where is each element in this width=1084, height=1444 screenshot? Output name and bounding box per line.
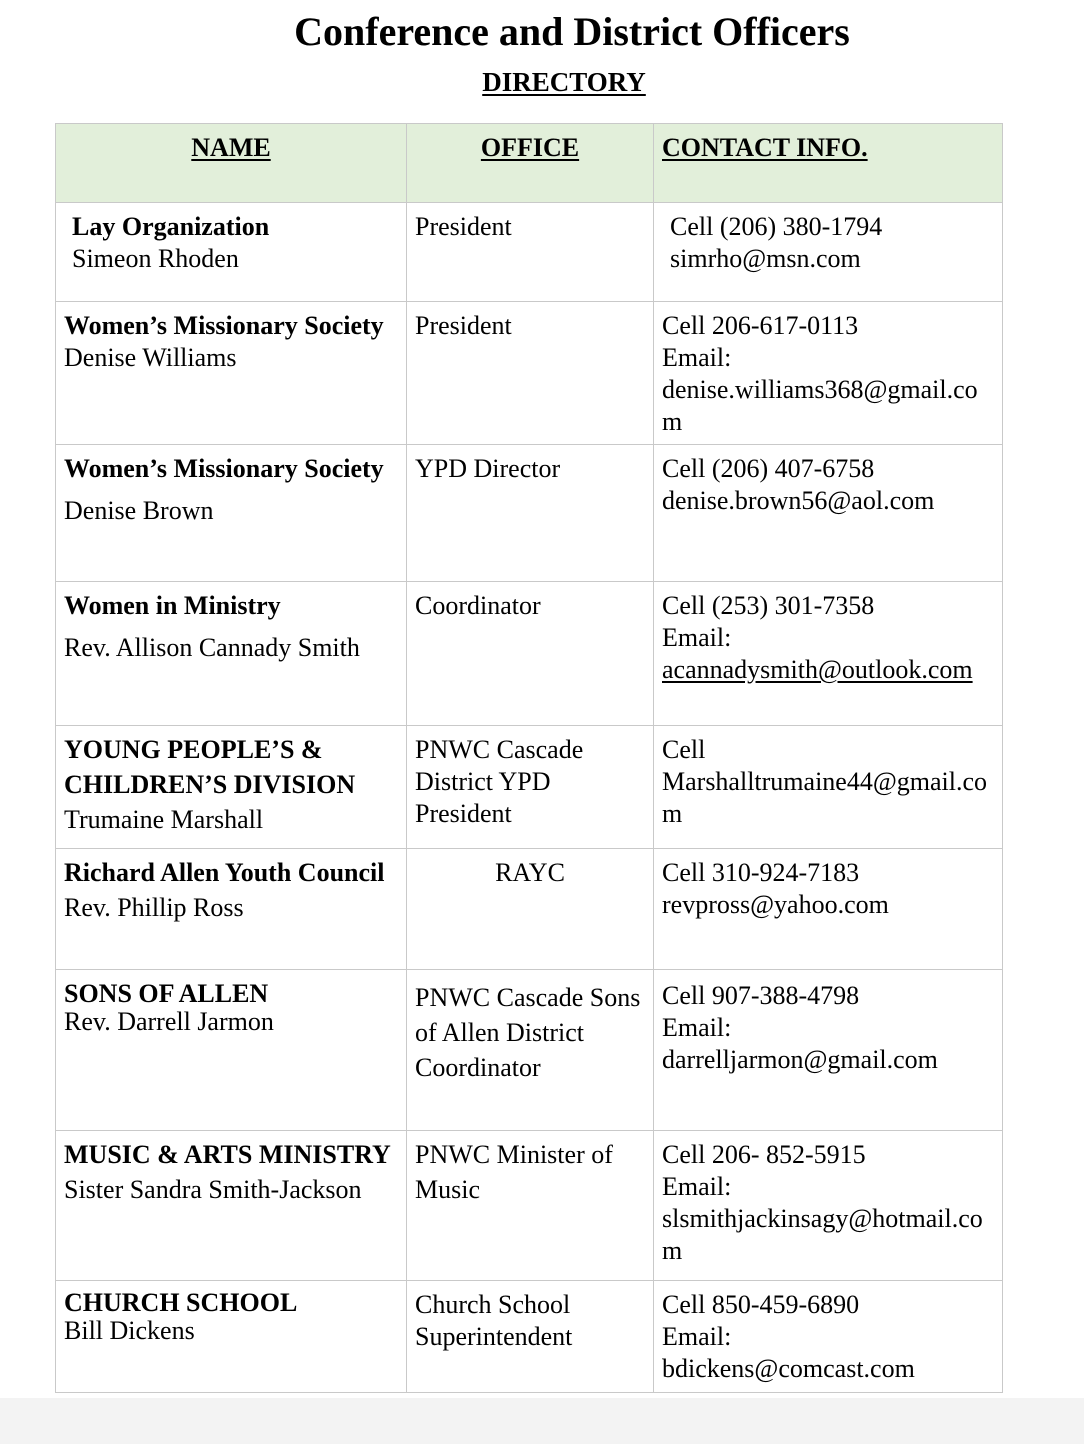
- contact-email-label: Email:: [662, 623, 732, 652]
- office-cell: [407, 849, 654, 970]
- contact-email-link[interactable]: acannadysmith@outlook.com: [662, 655, 973, 684]
- name-cell: [56, 445, 407, 582]
- person-name: Denise Brown: [64, 496, 214, 525]
- name-cell: [56, 1281, 407, 1393]
- office-cell: [407, 726, 654, 849]
- contact-email-label: Email:: [662, 1172, 732, 1201]
- office-text: Church School Superintendent: [415, 1290, 573, 1351]
- office-cell: [407, 203, 654, 302]
- table-row: [56, 1281, 1003, 1393]
- group-name: Women’s Missionary Society: [64, 454, 384, 483]
- office-text: PNWC Minister of Music: [415, 1140, 613, 1204]
- contact-cell: [654, 970, 1003, 1131]
- contact-cell: [654, 203, 1003, 302]
- office-text: PNWC Cascade District YPD President: [415, 735, 584, 828]
- contact-cell: [654, 445, 1003, 582]
- contact-phone: Cell: [662, 735, 706, 764]
- office-cell: [407, 445, 654, 582]
- contact-email[interactable]: denise.brown56@aol.com: [662, 486, 935, 515]
- table-row: [56, 1131, 1003, 1281]
- contact-phone: Cell (253) 301-7358: [662, 591, 875, 620]
- contact-cell: [654, 302, 1003, 445]
- contact-email[interactable]: slsmithjackinsagy@hotmail.com: [662, 1204, 983, 1265]
- group-name: Richard Allen Youth Council: [64, 858, 385, 887]
- office-text: Coordinator: [415, 591, 541, 620]
- contact-cell: [654, 726, 1003, 849]
- group-name: Women in Ministry: [64, 591, 281, 620]
- table-row: [56, 203, 1003, 302]
- contact-phone: Cell (206) 407-6758: [662, 454, 875, 483]
- contact-email[interactable]: Marshalltrumaine44@gmail.com: [662, 767, 988, 828]
- contact-email[interactable]: darrelljarmon@gmail.com: [662, 1045, 938, 1074]
- group-name: Women’s Missionary Society: [64, 311, 384, 340]
- office-cell: [407, 1281, 654, 1393]
- contact-phone: Cell 310-924-7183: [662, 858, 860, 887]
- office-text: RAYC: [495, 858, 565, 887]
- table-row: [56, 582, 1003, 726]
- person-name: Rev. Phillip Ross: [64, 893, 244, 922]
- person-name: Bill Dickens: [64, 1316, 195, 1345]
- column-header-name: NAME: [56, 124, 407, 203]
- office-cell: [407, 302, 654, 445]
- contact-phone: Cell 907-388-4798: [662, 981, 860, 1010]
- table-row: [56, 970, 1003, 1131]
- person-name: Sister Sandra Smith-Jackson: [64, 1175, 362, 1204]
- office-text: President: [415, 311, 512, 340]
- name-cell: [56, 582, 407, 726]
- office-text: President: [415, 212, 512, 241]
- table-row: [56, 849, 1003, 970]
- name-cell: [56, 1131, 407, 1281]
- name-cell: [56, 970, 407, 1131]
- person-name: Denise Williams: [64, 343, 237, 372]
- office-cell: [407, 970, 654, 1131]
- person-name: Trumaine Marshall: [64, 805, 264, 834]
- table-row: [56, 302, 1003, 445]
- office-text: YPD Director: [415, 454, 561, 483]
- contact-email-label: Email:: [662, 1013, 732, 1042]
- contact-cell: [654, 582, 1003, 726]
- name-cell: [56, 203, 407, 302]
- office-text: PNWC Cascade Sons of Allen District Coordinator: [415, 983, 641, 1082]
- group-name: CHURCH SCHOOL: [64, 1288, 298, 1317]
- person-name: Rev. Allison Cannady Smith: [64, 633, 360, 662]
- office-cell: [407, 1131, 654, 1281]
- contact-email[interactable]: simrho@msn.com: [670, 244, 861, 273]
- table-header-row: [56, 124, 1003, 203]
- contact-cell: [654, 1281, 1003, 1393]
- contact-phone: Cell 206- 852-5915: [662, 1140, 866, 1169]
- contact-email-label: Email:: [662, 343, 732, 372]
- name-cell: [56, 849, 407, 970]
- page-bottom-band: [0, 1398, 1084, 1444]
- page-title: Conference and District Officers: [294, 9, 850, 54]
- table-row: [56, 445, 1003, 582]
- contact-cell: [654, 849, 1003, 970]
- contact-email[interactable]: bdickens@comcast.com: [662, 1354, 915, 1383]
- group-name: Lay Organization: [72, 212, 270, 241]
- person-name: Rev. Darrell Jarmon: [64, 1007, 274, 1036]
- name-cell: [56, 726, 407, 849]
- group-name: SONS OF ALLEN: [64, 979, 269, 1008]
- directory-table: [55, 123, 1003, 1393]
- contact-phone: Cell 206-617-0113: [662, 311, 859, 340]
- column-header-contact: CONTACT INFO.: [654, 124, 1003, 203]
- group-name: MUSIC & ARTS MINISTRY: [64, 1140, 391, 1169]
- contact-email-label: Email:: [662, 1322, 732, 1351]
- contact-cell: [654, 1131, 1003, 1281]
- person-name: Simeon Rhoden: [72, 244, 239, 273]
- contact-email[interactable]: revpross@yahoo.com: [662, 890, 889, 919]
- contact-email[interactable]: denise.williams368@gmail.com: [662, 375, 978, 436]
- table-row: [56, 726, 1003, 849]
- name-cell: [56, 302, 407, 445]
- column-header-office: OFFICE: [407, 124, 654, 203]
- group-name: YOUNG PEOPLE’S & CHILDREN’S DIVISION: [64, 735, 356, 799]
- page-subtitle: DIRECTORY: [482, 67, 646, 97]
- contact-phone: Cell (206) 380-1794: [670, 212, 883, 241]
- office-cell: [407, 582, 654, 726]
- contact-phone: Cell 850-459-6890: [662, 1290, 860, 1319]
